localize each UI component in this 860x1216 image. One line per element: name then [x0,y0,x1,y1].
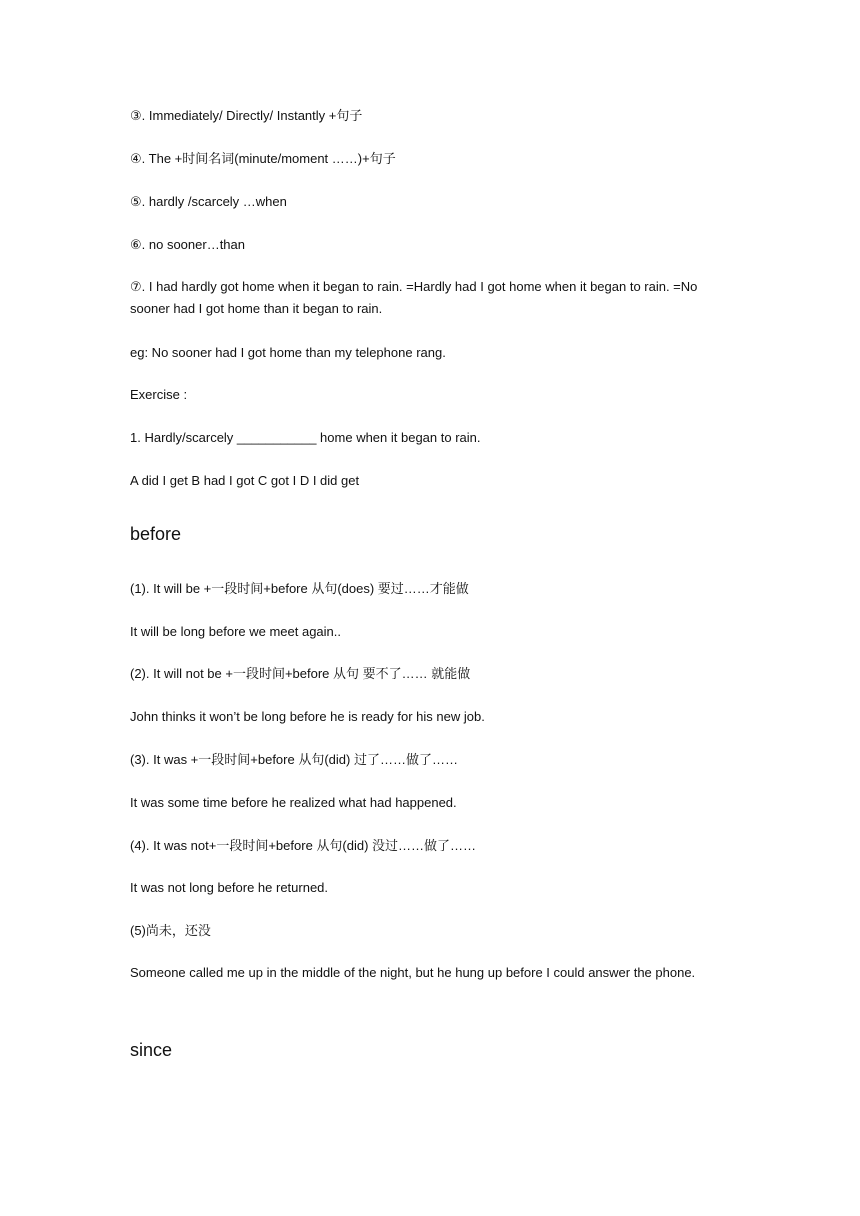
section-heading-since: since [130,1040,173,1060]
before-rule-1: (1). It will be +一段时间+before 从句(does) 要过……才能做 [130,581,469,596]
before-rule-2: (2). It will not be +一段时间+before 从句 要不了…… 就能做 [130,666,471,681]
rule-item-4: ④. The +时间名词(minute/moment ……)+句子 [130,151,396,166]
example-sentence: eg: No sooner had I got home than my telephone rang. [130,345,446,360]
before-example-2: John thinks it won’t be long before he is ready for his new job. [130,709,485,724]
exercise-options: A did I get B had I got C got I D I did get [130,473,360,488]
rule-item-5: ⑤. hardly /scarcely …when [130,194,287,209]
section-heading-before: before [130,524,182,544]
rule-item-7: ⑦. I had hardly got home when it began to rain. =Hardly had I got home when it began to rain. =No sooner had I got home than it began to rain. [130,279,698,316]
rule-item-6: ⑥. no sooner…than [130,237,246,252]
before-rule-5: (5)尚未，还没 [130,923,211,938]
exercise-label: Exercise : [130,387,188,402]
before-rule-3: (3). It was +一段时间+before 从句(did) 过了……做了…… [130,752,458,767]
before-example-4: It was not long before he returned. [130,880,329,895]
before-rule-4: (4). It was not+一段时间+before 从句(did) 没过……做了…… [130,838,477,853]
before-example-5: Someone called me up in the middle of the night, but he hung up before I could answer the phone. [130,965,696,980]
before-example-1: It will be long before we meet again.. [130,624,342,639]
exercise-question: 1. Hardly/scarcely ___________ home when it began to rain. [130,430,481,445]
before-example-3: It was some time before he realized what had happened. [130,795,457,810]
rule-item-3: ③. Immediately/ Directly/ Instantly +句子 [130,108,363,123]
